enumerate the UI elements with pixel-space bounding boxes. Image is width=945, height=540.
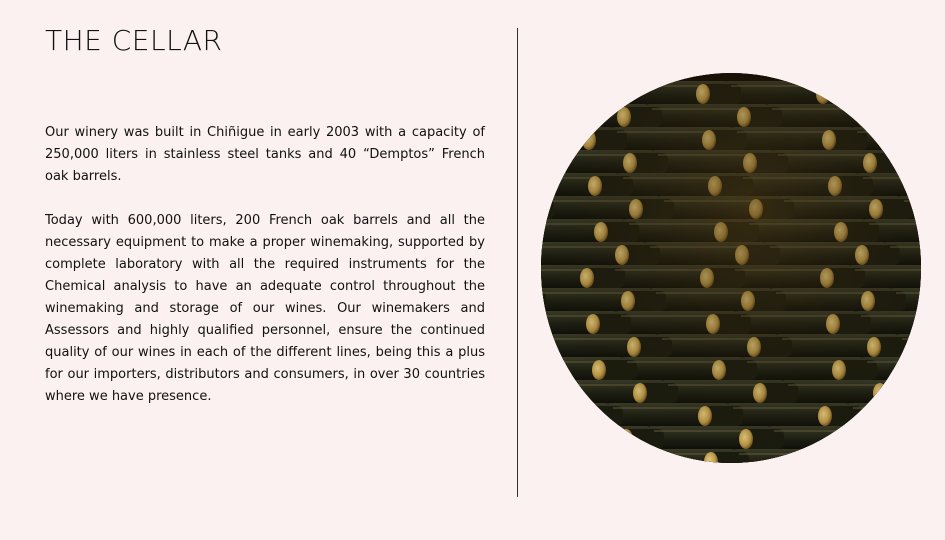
bottle [541,449,619,463]
vertical-divider [517,28,518,497]
paragraph-today: Today with 600,000 liters, 200 French oak barrels and all the necessary equipment to make a proper winemaking, supported by complete laboratory with all the required instruments for the Chemical analysis to have an adequate control throughout the winemaking and storage of our wines. Our winemakers and Assessors and highly qualified personnel, ensure the continued quality of our wines in each of the different lines, being this a plus for our importers, distributors and consumers, in over 30 countries where we have presence. [45,213,485,404]
bottle [857,104,921,130]
body-text [45,122,485,430]
paragraph-history: Our winery was built in Chiñigue in early 2003 with a capacity of 250,000 liters in stainless steel tanks and 40 “Demptos” French oak barrels. [45,125,485,184]
bottle [824,449,921,463]
bottle [859,426,921,452]
page-title: THE CELLAR [45,24,223,57]
bottle [541,81,611,107]
bottles-illustration [541,73,921,463]
cellar-bottles-photo [541,73,921,463]
